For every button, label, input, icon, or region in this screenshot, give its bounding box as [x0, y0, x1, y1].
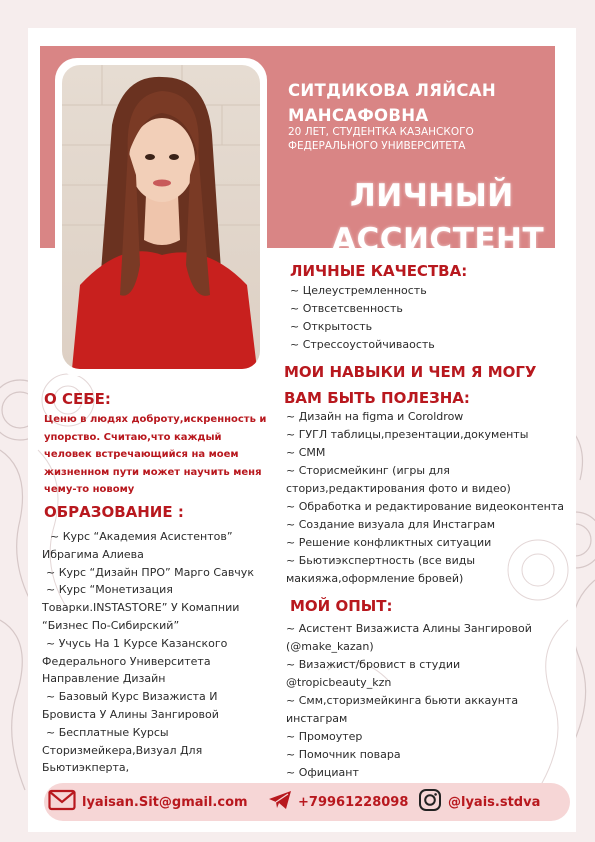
- list-item: ~ Асистент Визажиста Алины Зангировой: [286, 622, 532, 635]
- instagram-icon: [418, 788, 442, 816]
- skills-heading: [284, 359, 537, 411]
- email-contact[interactable]: [48, 783, 248, 821]
- text-line: жизненном пути может научить меня: [44, 466, 262, 478]
- list-item: ~ Промоутер: [286, 730, 363, 743]
- subtitle: [288, 125, 548, 153]
- list-item: ~ Стрессоустойчиваость: [290, 338, 435, 351]
- list-item: ~ Курс “Академия Асистентов”: [50, 530, 233, 543]
- name-line: МАНСАФОВНА: [288, 106, 429, 125]
- instagram-contact[interactable]: [418, 783, 540, 821]
- list-item: ~ Бесплатные Курсы: [46, 725, 169, 739]
- list-item: “Бизнес По-Сибирский”: [42, 618, 180, 632]
- list-item: Сторизмейкера,Визуал Для: [42, 743, 203, 757]
- list-item: ~ Сторисмейкинг (игры для: [286, 464, 450, 477]
- job-title-line: АССИСТЕНТ: [332, 222, 545, 258]
- text-line: человек встречающийся на моем: [44, 449, 239, 460]
- education-list: [42, 528, 254, 777]
- telegram-icon: [268, 790, 292, 814]
- subtitle-line: ФЕДЕРАЛЬНОГО УНИВЕРСИТЕТА: [288, 140, 466, 152]
- list-item: ~ Целеустремленность: [290, 284, 427, 297]
- text-line: упорство. Считаю,что каждый: [44, 431, 222, 443]
- list-item: ~ Учусь На 1 Курсе Казанского: [46, 636, 228, 650]
- list-item: Товарки.INSTASTORE” У Комапнии: [42, 601, 240, 615]
- list-item: сториз,редактирования фото и видео): [286, 482, 511, 495]
- list-item: ~ СММ: [286, 446, 326, 459]
- list-item: ~ Официант: [286, 766, 359, 779]
- list-item: ~ Дизайн на figma и Coroldrow: [286, 410, 464, 423]
- experience-list: [286, 620, 532, 782]
- list-item: ~ Смм,сторизмейкинга бьюти аккаунта: [286, 694, 519, 707]
- list-item: Ибрагима Алиева: [42, 547, 144, 561]
- education-heading: ОБРАЗОВАНИЕ :: [44, 503, 184, 521]
- skills-list: [286, 408, 564, 588]
- instagram-text[interactable]: @lyais.stdva: [448, 794, 541, 810]
- full-name: [288, 78, 548, 128]
- list-item: инстаграм: [286, 712, 348, 725]
- list-item: ~ Базовый Курс Визажиста И: [46, 690, 218, 704]
- name-line: СИТДИКОВА ЛЯЙСАН: [288, 81, 496, 100]
- list-item: Направление Дизайн: [42, 672, 166, 686]
- qualities-heading: ЛИЧНЫЕ КАЧЕСТВА:: [290, 262, 468, 280]
- contacts-bar: [44, 783, 570, 821]
- experience-heading: МОЙ ОПЫТ:: [290, 597, 393, 615]
- list-item: ~ Решение конфликтных ситуации: [286, 536, 492, 549]
- list-item: ~ Курс “Монетизация: [46, 583, 173, 597]
- about-heading: О СЕБЕ:: [44, 390, 111, 408]
- list-item: ~ Открытость: [290, 320, 373, 333]
- text-line: Ценю в людях доброту,искренность и: [44, 414, 267, 425]
- subtitle-line: 20 ЛЕТ, СТУДЕНТКА КАЗАНСКОГО: [288, 126, 474, 138]
- list-item: ~ Помочник повара: [286, 748, 401, 761]
- list-item: ~ Создание визуала для Инстаграм: [286, 518, 496, 531]
- list-item: ~ Визажист/бровист в студии: [286, 658, 461, 671]
- text-line: чему-то новому: [44, 484, 135, 495]
- heading-line: ВАМ БЫТЬ ПОЛЕЗНА:: [284, 389, 470, 407]
- profile-photo: [62, 65, 260, 369]
- job-title: [332, 174, 562, 262]
- heading-line: МОИ НАВЫКИ И ЧЕМ Я МОГУ: [284, 363, 537, 381]
- qualities-list: [290, 282, 435, 354]
- list-item: Бровиста У Алины Зангировой: [42, 707, 219, 721]
- list-item: макияжа,оформление бровей): [286, 572, 464, 585]
- list-item: ~ ГУГЛ таблицы,презентации,документы: [286, 428, 529, 441]
- list-item: (@make_kazan): [286, 640, 374, 653]
- email-text[interactable]: lyaisan.Sit@gmail.com: [82, 794, 248, 810]
- list-item: Федерального Университета: [42, 654, 211, 668]
- about-text: [44, 411, 269, 499]
- list-item: ~ Обработка и редактирование видеоконтента: [286, 500, 564, 513]
- list-item: ~ Курс “Дизайн ПРО” Марго Савчук: [46, 565, 254, 579]
- list-item: ~ Отвсетсвенность: [290, 302, 403, 315]
- list-item: @tropicbeauty_kzn: [286, 676, 392, 689]
- envelope-icon: [48, 789, 76, 815]
- phone-contact[interactable]: [268, 783, 408, 821]
- job-title-line: ЛИЧНЫЙ: [350, 178, 514, 214]
- phone-text[interactable]: +79961228098: [298, 794, 409, 810]
- list-item: Бьютиэкперта,: [42, 761, 130, 775]
- list-item: ~ Бьютиэкспертность (все виды: [286, 554, 476, 567]
